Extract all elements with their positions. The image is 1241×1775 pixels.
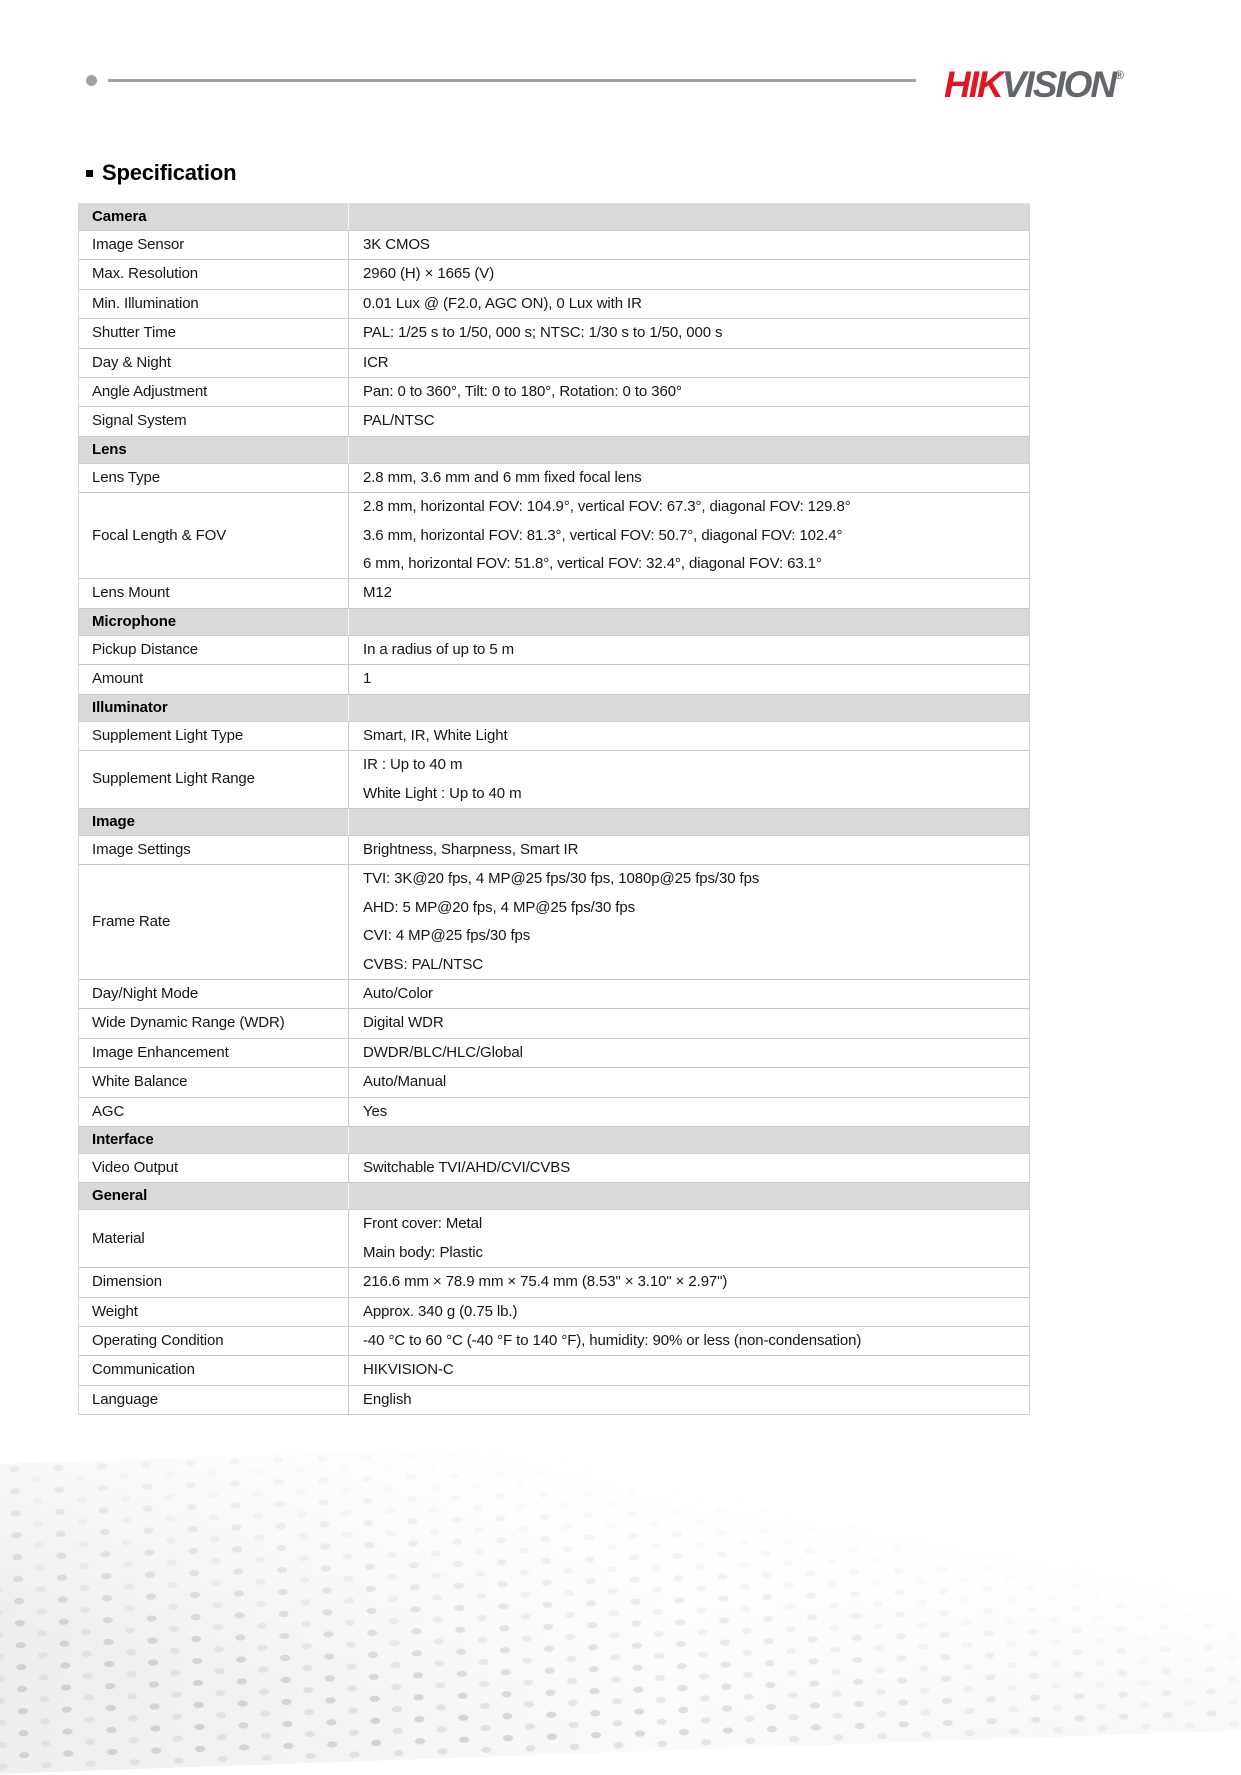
spec-value-line: Approx. 340 g (0.75 lb.) (363, 1302, 518, 1320)
spec-row (79, 865, 1029, 980)
spec-label (79, 1327, 349, 1355)
spec-value-line: English (363, 1390, 412, 1408)
spec-value-line: CVI: 4 MP@25 fps/30 fps (363, 927, 531, 945)
spec-table (78, 203, 1030, 1415)
spec-value (349, 1098, 1029, 1126)
section-header-image (79, 809, 1029, 836)
spec-label-text: Day & Night (92, 353, 171, 371)
spec-label-text: Signal System (92, 412, 187, 430)
header-dot (86, 75, 97, 86)
spec-row (79, 231, 1029, 260)
spec-label (79, 290, 349, 318)
spec-label-text: Image Enhancement (92, 1043, 229, 1061)
spec-label-text: Weight (92, 1302, 138, 1320)
spec-label-text: Image Sensor (92, 236, 185, 253)
spec-label (79, 1154, 349, 1182)
spec-label-text: Focal Length & FOV (92, 526, 227, 544)
spec-label (79, 464, 349, 492)
section-header-spacer (349, 204, 1029, 230)
section-header-spacer (349, 809, 1029, 835)
spec-label-text: Supplement Light Range (92, 770, 255, 788)
spec-value (349, 464, 1029, 492)
spec-value (349, 751, 1029, 808)
spec-label-text: Shutter Time (92, 324, 176, 342)
section-header-spacer (349, 1127, 1029, 1153)
section-title-lens (79, 437, 349, 463)
section-header-microphone (79, 609, 1029, 636)
section-title-text: Interface (92, 1130, 154, 1148)
spec-value (349, 493, 1029, 578)
spec-value (349, 722, 1029, 750)
spec-row (79, 1210, 1029, 1268)
spec-value-line: Brightness, Sharpness, Smart IR (363, 840, 579, 858)
spec-row (79, 407, 1029, 436)
spec-value (349, 1356, 1029, 1384)
spec-label-text: Min. Illumination (92, 294, 199, 312)
spec-label (79, 722, 349, 750)
spec-label (79, 1210, 349, 1267)
spec-label-text: Amount (92, 670, 144, 688)
spec-value (349, 636, 1029, 664)
spec-row (79, 636, 1029, 665)
spec-value-line: -40 °C to 60 °C (-40 °F to 140 °F), humidity: 90% or less (non-condensation) (363, 1332, 862, 1349)
spec-label (79, 1386, 349, 1414)
spec-row (79, 1039, 1029, 1068)
spec-value-line: Pan: 0 to 360°, Tilt: 0 to 180°, Rotation: 0 to 360° (363, 383, 682, 401)
spec-value (349, 1386, 1029, 1414)
section-header-spacer (349, 437, 1029, 463)
section-header-general (79, 1183, 1029, 1210)
section-title-interface (79, 1127, 349, 1153)
spec-value (349, 1210, 1029, 1267)
spec-value (349, 1068, 1029, 1096)
spec-value (349, 865, 1029, 979)
spec-label-text: White Balance (92, 1073, 188, 1091)
spec-row (79, 751, 1029, 809)
spec-row (79, 319, 1029, 348)
spec-label (79, 349, 349, 377)
spec-row (79, 1154, 1029, 1183)
spec-row (79, 1298, 1029, 1327)
spec-value-line: 2.8 mm, 3.6 mm and 6 mm fixed focal lens (363, 468, 642, 486)
spec-row (79, 1098, 1029, 1127)
logo-part-vision: VISION (1001, 64, 1116, 105)
section-title-text: Camera (92, 208, 147, 225)
spec-label-text: AGC (92, 1102, 125, 1120)
spec-row (79, 1386, 1029, 1415)
spec-value (349, 1298, 1029, 1326)
spec-value-line: CVBS: PAL/NTSC (363, 955, 484, 973)
specification-heading (86, 160, 236, 186)
footer-halftone-pattern (0, 1420, 1241, 1775)
spec-value-line: IR : Up to 40 m (363, 756, 463, 774)
spec-label (79, 1068, 349, 1096)
section-title-text: Image (92, 812, 135, 830)
spec-label (79, 865, 349, 979)
spec-label-text: Dimension (92, 1273, 162, 1291)
section-title-text: Microphone (92, 612, 176, 630)
section-title-camera (79, 204, 349, 230)
spec-value (349, 260, 1029, 288)
spec-label-text: Operating Condition (92, 1332, 224, 1349)
spec-value (349, 980, 1029, 1008)
spec-label-text: Wide Dynamic Range (WDR) (92, 1014, 285, 1032)
spec-row (79, 290, 1029, 319)
spec-label (79, 1009, 349, 1037)
spec-label (79, 1356, 349, 1384)
section-header-interface (79, 1127, 1029, 1154)
spec-value (349, 290, 1029, 318)
spec-label-text: Material (92, 1229, 145, 1247)
spec-label (79, 378, 349, 406)
spec-value (349, 579, 1029, 607)
spec-value-line: DWDR/BLC/HLC/Global (363, 1043, 523, 1061)
spec-value-line: 2.8 mm, horizontal FOV: 104.9°, vertical FOV: 67.3°, diagonal FOV: 129.8° (363, 498, 851, 516)
spec-value-line: Digital WDR (363, 1014, 444, 1032)
spec-value (349, 378, 1029, 406)
spec-label (79, 836, 349, 864)
spec-value-line: M12 (363, 584, 392, 602)
spec-label (79, 1039, 349, 1067)
spec-value-line: Switchable TVI/AHD/CVI/CVBS (363, 1158, 571, 1176)
section-title-microphone (79, 609, 349, 635)
spec-row (79, 579, 1029, 608)
spec-value (349, 407, 1029, 435)
spec-label (79, 1098, 349, 1126)
spec-value (349, 1009, 1029, 1037)
section-header-spacer (349, 1183, 1029, 1209)
spec-value-line: 1 (363, 670, 372, 688)
spec-label (79, 579, 349, 607)
spec-label-text: Video Output (92, 1158, 179, 1176)
spec-label-text: Angle Adjustment (92, 383, 208, 401)
spec-value (349, 349, 1029, 377)
section-title-text: Illuminator (92, 698, 168, 716)
spec-label-text: Day/Night Mode (92, 984, 199, 1002)
spec-label-text: Language (92, 1390, 158, 1408)
spec-row (79, 464, 1029, 493)
spec-value (349, 1268, 1029, 1296)
section-header-camera (79, 204, 1029, 231)
spec-label (79, 1268, 349, 1296)
spec-value-line: Main body: Plastic (363, 1243, 483, 1261)
spec-label-text: Lens Mount (92, 584, 170, 602)
spec-label (79, 1298, 349, 1326)
spec-value-line: TVI: 3K@20 fps, 4 MP@25 fps/30 fps, 1080p@25 fps/30 fps (363, 870, 760, 888)
spec-value-line: 3K CMOS (363, 236, 430, 253)
spec-label-text: Image Settings (92, 840, 191, 858)
spec-label (79, 980, 349, 1008)
spec-row (79, 665, 1029, 694)
spec-label-text: Pickup Distance (92, 640, 199, 658)
spec-value-line: Auto/Manual (363, 1073, 447, 1091)
spec-value-line: 3.6 mm, horizontal FOV: 81.3°, vertical FOV: 50.7°, diagonal FOV: 102.4° (363, 526, 843, 544)
spec-value-line: AHD: 5 MP@20 fps, 4 MP@25 fps/30 fps (363, 898, 635, 916)
spec-value-line: White Light : Up to 40 m (363, 784, 522, 802)
spec-value-line: Front cover: Metal (363, 1215, 483, 1233)
section-title-general (79, 1183, 349, 1209)
spec-value-line: Smart, IR, White Light (363, 726, 508, 744)
spec-value-line: PAL/NTSC (363, 412, 435, 430)
section-title-image (79, 809, 349, 835)
spec-value (349, 665, 1029, 693)
header-rule (108, 79, 916, 82)
spec-label (79, 636, 349, 664)
spec-value (349, 1154, 1029, 1182)
spec-row (79, 1327, 1029, 1356)
spec-value (349, 1039, 1029, 1067)
section-header-illuminator (79, 695, 1029, 722)
spec-label (79, 319, 349, 347)
section-title-illuminator (79, 695, 349, 721)
hikvision-logo (944, 55, 1204, 105)
spec-value-line: Auto/Color (363, 984, 433, 1002)
spec-row (79, 836, 1029, 865)
spec-label-text: Supplement Light Type (92, 726, 244, 744)
spec-value-line: 6 mm, horizontal FOV: 51.8°, vertical FOV: 32.4°, diagonal FOV: 63.1° (363, 555, 822, 573)
spec-value (349, 836, 1029, 864)
spec-value (349, 319, 1029, 347)
spec-label (79, 407, 349, 435)
section-header-spacer (349, 609, 1029, 635)
spec-value-line: HIKVISION-C (363, 1361, 454, 1379)
spec-label (79, 665, 349, 693)
specification-heading-label: Specification (102, 160, 237, 185)
section-title-text: General (92, 1187, 148, 1205)
spec-value-line: 216.6 mm × 78.9 mm × 75.4 mm (8.53" × 3.10" × 2.97") (363, 1273, 728, 1291)
spec-label-text: Frame Rate (92, 912, 171, 930)
spec-row (79, 1009, 1029, 1038)
section-header-spacer (349, 695, 1029, 721)
spec-label-text: Max. Resolution (92, 265, 199, 283)
spec-row (79, 1068, 1029, 1097)
spec-label (79, 493, 349, 578)
spec-row (79, 980, 1029, 1009)
spec-row (79, 349, 1029, 378)
spec-value-line: Yes (363, 1102, 388, 1120)
spec-value-line: 0.01 Lux @ (F2.0, AGC ON), 0 Lux with IR (363, 294, 642, 312)
spec-row (79, 493, 1029, 579)
spec-label (79, 231, 349, 259)
spec-label (79, 751, 349, 808)
spec-label-text: Communication (92, 1361, 195, 1379)
logo-part-hik: HIK (944, 64, 1002, 105)
spec-value (349, 1327, 1029, 1355)
spec-row (79, 722, 1029, 751)
registered-trademark-symbol: ® (1115, 68, 1124, 82)
spec-value (349, 231, 1029, 259)
spec-value-line: PAL: 1/25 s to 1/50, 000 s; NTSC: 1/30 s to 1/50, 000 s (363, 324, 723, 342)
spec-row (79, 1356, 1029, 1385)
spec-row (79, 260, 1029, 289)
spec-value-line: 2960 (H) × 1665 (V) (363, 265, 495, 283)
spec-row (79, 378, 1029, 407)
section-header-lens (79, 437, 1029, 464)
section-title-text: Lens (92, 440, 127, 458)
heading-bullet (86, 170, 93, 177)
spec-value-line: ICR (363, 353, 389, 371)
spec-label-text: Lens Type (92, 468, 161, 486)
spec-row (79, 1268, 1029, 1297)
spec-label (79, 260, 349, 288)
spec-value-line: In a radius of up to 5 m (363, 640, 515, 658)
